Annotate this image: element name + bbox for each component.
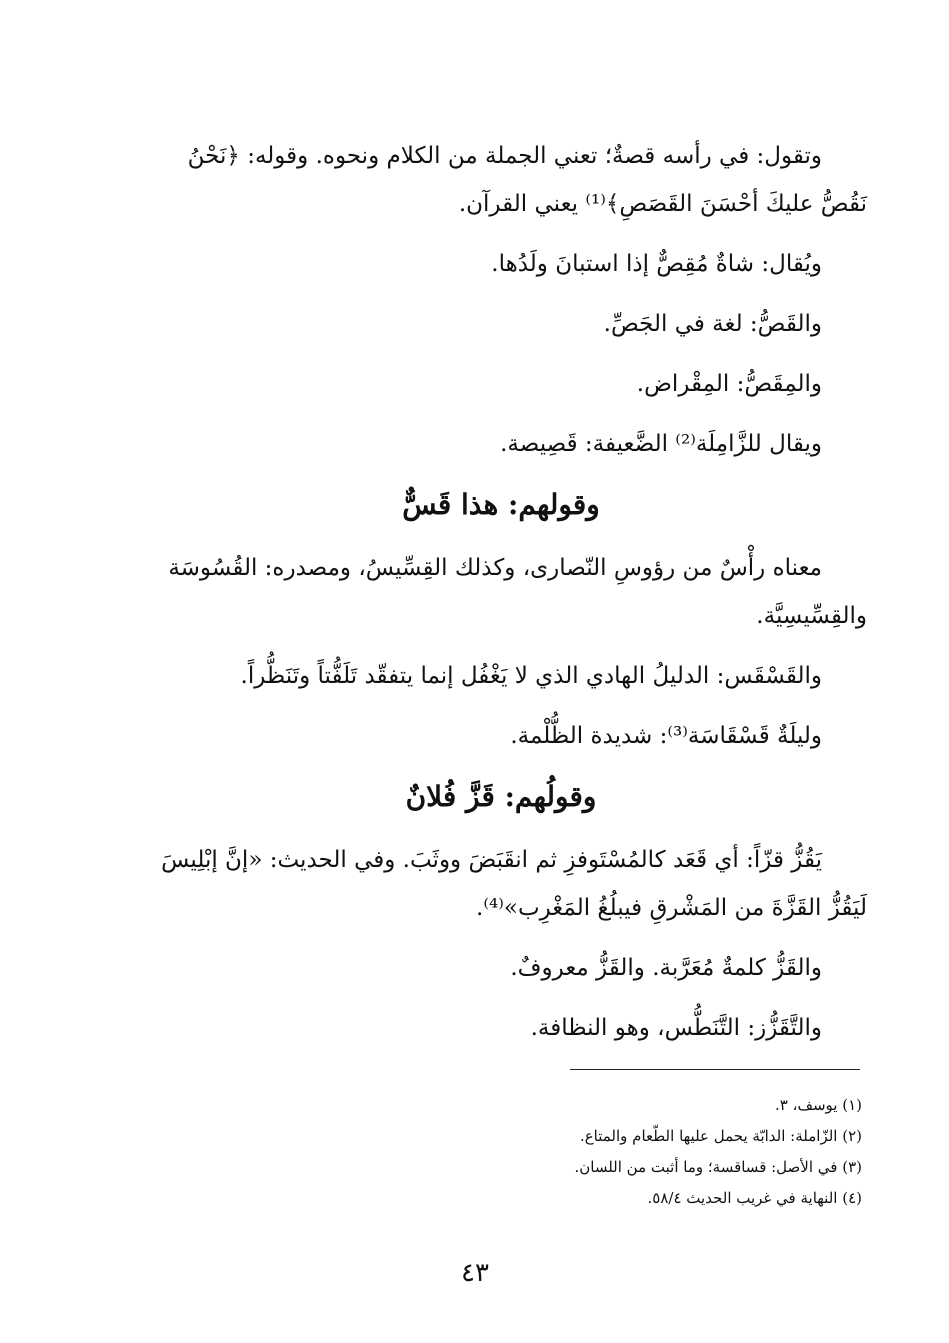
section-heading-qazz: وقولُهم: قَزَّ فُلانٌ bbox=[405, 780, 597, 813]
paragraph-al-qass: والقَصُّ: لغة في الجَصِّ. bbox=[603, 311, 822, 337]
paragraph-al-qazz: والقَزُّ كلمةٌ مُعَرَّبة. والقَزُّ معروفٌ. bbox=[510, 955, 822, 981]
paragraph-layla-qasqasa: وليلَةٌ قَسْقَاسَة⁽³⁾: شديدة الظُّلْمة. bbox=[510, 723, 822, 749]
footnotes bbox=[500, 1090, 862, 1214]
footnote-3: (٣) في الأصل: قساقسة؛ وما أثبت من اللسان. bbox=[574, 1158, 862, 1176]
paragraph-yaquzzu: يَقُزُّ قزّاً: أي قَعَد كالمُسْتَوفزِ ثم انقَبَضَ ووثَبَ. وفي الحديث: «إنَّ إبْلِيسَ لَيَقُزُّ القَزَّةَ من المَشْرقِ فيبلُغُ المَغْرِب»⁽⁴⁾. bbox=[161, 847, 867, 921]
paragraph-al-miqass: والمِقَصُّ: المِقْراض. bbox=[636, 371, 822, 397]
paragraph-qasqas: والقَسْقَس: الدليلُ الهادي الذي لا يَغْفُل إنما يتفقّد تَلَفُّتاً وتَنَظُّراً. bbox=[240, 663, 822, 689]
footnote-2: (٢) الزّاملة: الدابّة يحمل عليها الطّعام والمتاع. bbox=[579, 1127, 862, 1145]
footnote-1: (١) يوسف، ٣. bbox=[774, 1096, 862, 1114]
page-number: ٤٣ bbox=[461, 1258, 489, 1288]
paragraph-shat-muqis: ويُقال: شاةٌ مُقِصٌّ إذا استبانَ ولَدُها. bbox=[491, 251, 822, 277]
section-heading-qass: وقولهم: هذا قَسٌّ bbox=[402, 488, 600, 521]
paragraph-qasisa: ويقال للزَّامِلَة⁽²⁾ الضَّعيفة: قَصِيصة. bbox=[500, 431, 822, 457]
paragraph-qissa: وتقول: في رأسه قصةٌ؛ تعني الجملة من الكلام ونحوه. وقوله: ﴿نَحْنُ نَقُصُّ عليكَ أحْسَنَ القَصَصِ﴾⁽¹⁾ يعني القرآن. bbox=[187, 143, 867, 217]
footnote-4: (٤) النهاية في غريب الحديث ٥٨/٤. bbox=[647, 1189, 862, 1207]
footnote-divider bbox=[570, 1069, 860, 1070]
main-text bbox=[135, 132, 867, 1052]
paragraph-qass-meaning: معناه رأْسٌ من رؤوسِ النّصارى، وكذلك القِسِّيسُ، ومصدره: القُسُوسَة والقِسِّيسِيَّة. bbox=[168, 555, 867, 629]
paragraph-taqazzuz: والتَّقَزُّز: التَّنَطُّس، وهو النظافة. bbox=[530, 1015, 822, 1041]
